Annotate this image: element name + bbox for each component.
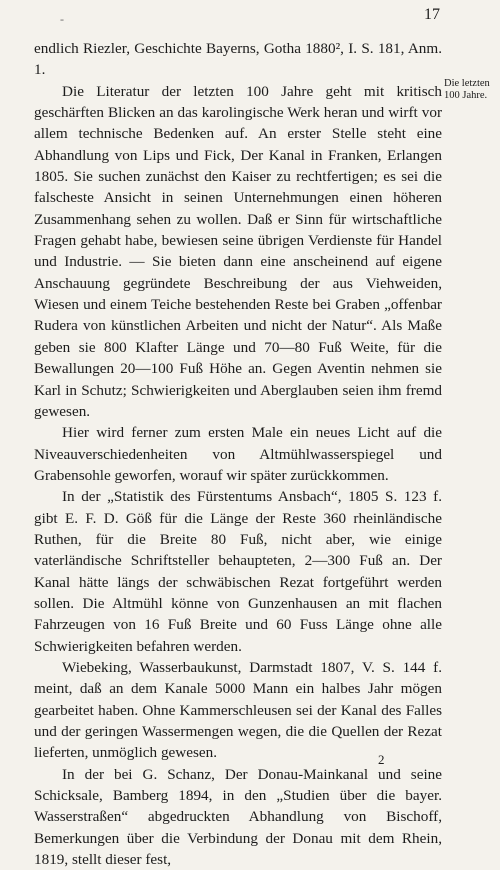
paragraph-3: Hier wird ferner zum ersten Male ein neues Licht auf die Niveauverschiedenheiten von Altmühlwasserspiegel und Grabensohle geworfen, worauf wir später zurückkommen.	[34, 424, 442, 484]
paragraph-1: endlich Riezler, Geschichte Bayerns, Gotha 1880², I. S. 181, Anm. 1.	[34, 40, 442, 79]
signature-mark: 2	[378, 752, 385, 767]
paragraph-5: Wiebeking, Wasserbaukunst, Darmstadt 1807, V. S. 144 f. meint, daß an dem Kanale 5000 Mann ein halbes Jahr mögen gearbeitet haben. Ohne Kammerschleusen sei der Kanal des Falles und der geringen Wassermengen wegen, die die Quellen der Rezat lieferten, unmöglich gewesen.	[34, 658, 442, 762]
paragraph-2: Die Literatur der letzten 100 Jahre geht mit kritisch geschärften Blicken an das karolingische Werk heran und wirft vor allem technische Bedenken auf. An erster Stelle steht eine Abhandlung von Lips und Fick, Der Kanal in Franken, Erlangen 1805. Sie suchen zunächst den Kaiser zu rechtfertigen; es sei die falscheste Ansicht in seinen Unternehmungen einen höheren Zusammenhang sehen zu wollen. Daß er Sinn für wirtschaftliche Fragen gehabt habe, bewiesen seine übrigen Verdienste für Handel und Industrie. — Sie bieten dann eine anscheinend auf eigene Anschauung gegründete Beschreibung der aus Viehweiden, Wiesen und einem Teiche bestehenden Reste bei Graben „offenbar Rudera von künstlichen Arbeiten und nicht der Natur“. Als Maße geben sie 800 Klafter Länge und 70—80 Fuß Weite, für die Bewallungen 20—100 Fuß Höhe an. Gegen Aventin nehmen sie Karl in Schutz; Schwierigkeiten und Aberglauben seien ihm fremd gewesen.	[34, 82, 442, 420]
body-text	[34, 38, 442, 870]
paragraph-6: In der bei G. Schanz, Der Donau-Mainkanal und seine Schicksale, Bamberg 1894, in den „Studien über die bayer. Wasserstraßen“ abgedruckten Abhandlung von Bischoff, Bemerkungen über die Verbindung der Donau mit dem Rhein, 1819, stellt dieser fest,	[34, 765, 442, 869]
paragraph-4: In der „Statistik des Fürstentums Ansbach“, 1805 S. 123 f. gibt E. F. D. Göß für die Länge der Reste 360 rheinländische Ruthen, für die Breite 80 Fuß, nicht aber, wie einige vaterländische Schriftsteller behaupteten, 2—300 Fuß an. Der Kanal hätte längs der schwäbischen Rezat fortgeführt werden sollen. Die Altmühl könne von Gunzenhausen an mit flachen Fahrzeugen von 16 Fuß Breite und 60 Fuss Länge ohne alle Schwierigkeiten befahren werden.	[34, 488, 442, 655]
margin-note: Die letzten 100 Jahre.	[444, 78, 490, 101]
page-mark: -	[60, 12, 64, 26]
page-number: 17	[424, 6, 440, 23]
